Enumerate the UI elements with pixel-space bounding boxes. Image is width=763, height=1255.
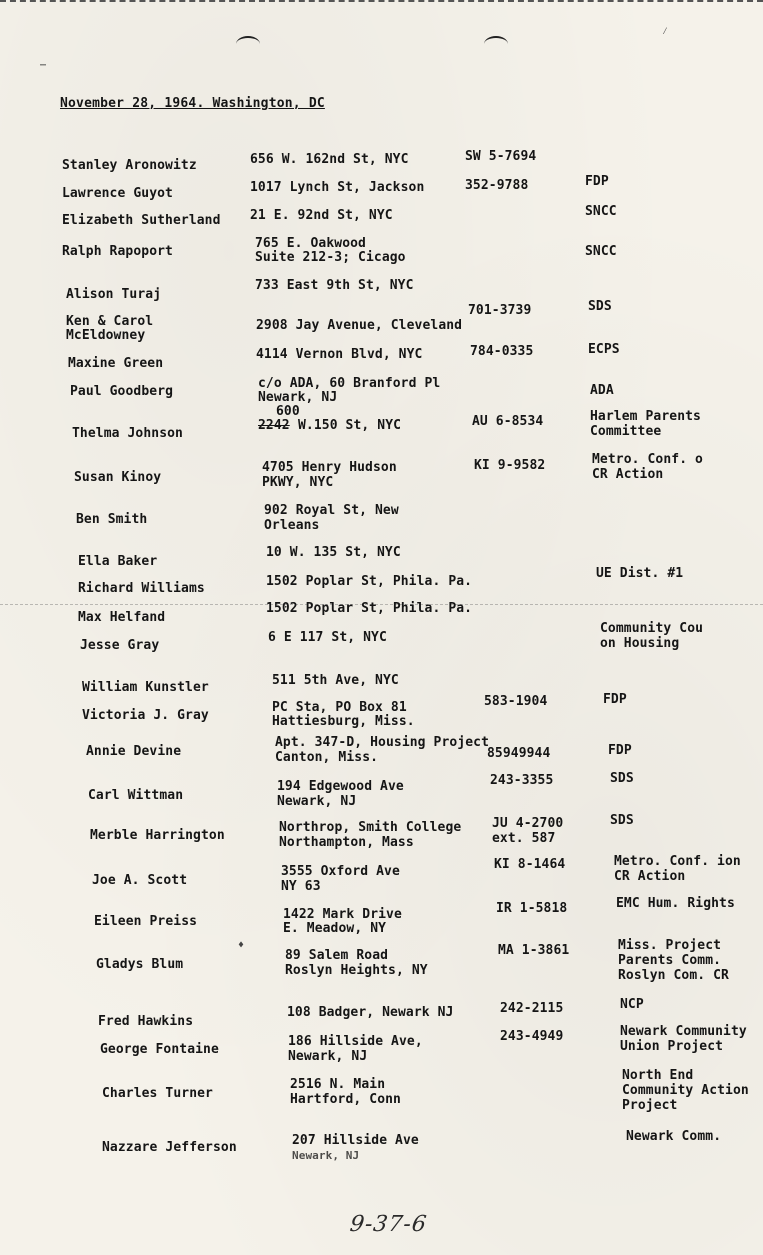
entry-address: 1422 Mark Drive xyxy=(283,907,402,922)
entry-org: Roslyn Com. CR xyxy=(618,968,729,983)
entry-name: Victoria J. Gray xyxy=(82,708,209,723)
scan-speck: ⁄ xyxy=(662,26,669,37)
entry-address: Northrop, Smith College xyxy=(279,820,462,835)
entry-name: Richard Williams xyxy=(78,581,205,596)
entry-org: SDS xyxy=(610,771,634,786)
entry-phone: JU 4-2700 xyxy=(492,816,564,831)
entry-org: FDP xyxy=(585,174,609,189)
entry-address: Newark, NJ xyxy=(258,390,338,405)
entry-name: Fred Hawkins xyxy=(98,1014,194,1029)
date-line: November 28, 1964. Washington, DC xyxy=(60,96,325,111)
entry-address: 4114 Vernon Blvd, NYC xyxy=(256,347,423,362)
entry-address: Newark, NJ xyxy=(277,794,357,809)
entry-org: Miss. Project xyxy=(618,938,722,953)
entry-org: Project xyxy=(622,1098,678,1113)
handwritten-file-number: 9-37-6 xyxy=(348,1212,429,1237)
entry-org: SDS xyxy=(610,813,634,828)
entry-address-struck: 2242 xyxy=(258,418,290,433)
entry-name: Lawrence Guyot xyxy=(62,186,173,201)
entry-name: Merble Harrington xyxy=(90,828,225,843)
entry-name: William Kunstler xyxy=(82,680,209,695)
entry-address: NY 63 xyxy=(281,879,321,894)
entry-name: Nazzare Jefferson xyxy=(102,1140,237,1155)
entry-org: SDS xyxy=(588,299,612,314)
entry-name: Maxine Green xyxy=(68,356,164,371)
entry-org: FDP xyxy=(603,692,627,707)
entry-phone: 243-4949 xyxy=(500,1029,564,1044)
entry-org: CR Action xyxy=(614,869,686,884)
entry-org: Parents Comm. xyxy=(618,953,722,968)
page-top-edge xyxy=(0,0,763,4)
entry-address: 21 E. 92nd St, NYC xyxy=(250,208,393,223)
entry-address: 1502 Poplar St, Phila. Pa. xyxy=(266,601,473,616)
entry-address: 656 W. 162nd St, NYC xyxy=(250,152,409,167)
entry-phone: 784-0335 xyxy=(470,344,534,359)
entry-phone: 583-1904 xyxy=(484,694,548,709)
entry-address: Hattiesburg, Miss. xyxy=(272,714,415,729)
entry-phone: ext. 587 xyxy=(492,831,556,846)
entry-address: 10 W. 135 St, NYC xyxy=(266,545,401,560)
entry-phone: KI 8-1464 xyxy=(494,857,566,872)
entry-address: 2908 Jay Avenue, Cleveland xyxy=(256,318,463,333)
punch-mark-left xyxy=(236,36,260,52)
entry-name: Thelma Johnson xyxy=(72,426,183,441)
entry-address: 733 East 9th St, NYC xyxy=(255,278,414,293)
entry-org: Committee xyxy=(590,424,662,439)
entry-phone: 352-9788 xyxy=(465,178,529,193)
entry-name: Eileen Preiss xyxy=(94,914,198,929)
entry-name: George Fontaine xyxy=(100,1042,219,1057)
entry-name: Stanley Aronowitz xyxy=(62,158,197,173)
entry-name: Jesse Gray xyxy=(80,638,160,653)
entry-name: Ralph Rapoport xyxy=(62,244,173,259)
entry-name: Susan Kinoy xyxy=(74,470,162,485)
entry-name-line-2: McEldowney xyxy=(66,328,146,343)
entry-org: Union Project xyxy=(620,1039,724,1054)
entry-address: Suite 212-3; Cicago xyxy=(255,250,406,265)
entry-phone: 242-2115 xyxy=(500,1001,564,1016)
scan-speck: ⋯ xyxy=(40,60,47,71)
entry-org: Newark Comm. xyxy=(626,1129,722,1144)
entry-address: Roslyn Heights, NY xyxy=(285,963,428,978)
entry-org: on Housing xyxy=(600,636,680,651)
scan-speck: ♦ xyxy=(238,940,245,951)
entry-org: CR Action xyxy=(592,467,664,482)
entry-name: Carl Wittman xyxy=(88,788,184,803)
entry-org: SNCC xyxy=(585,244,617,259)
entry-name: Ben Smith xyxy=(76,512,148,527)
entry-org: EMC Hum. Rights xyxy=(616,896,735,911)
entry-address-correction: 600 xyxy=(276,404,300,419)
entry-name: Gladys Blum xyxy=(96,957,184,972)
entry-phone: KI 9-9582 xyxy=(474,458,546,473)
entry-address: E. Meadow, NY xyxy=(283,921,387,936)
entry-name: Annie Devine xyxy=(86,744,182,759)
entry-address: 186 Hillside Ave, xyxy=(288,1034,423,1049)
entry-name: Joe A. Scott xyxy=(92,873,188,888)
entry-address: Newark, NJ xyxy=(288,1049,368,1064)
entry-org: Community Cou xyxy=(600,621,704,636)
entry-phone: 701-3739 xyxy=(468,303,532,318)
entry-org: UE Dist. #1 xyxy=(596,566,684,581)
entry-address: 1502 Poplar St, Phila. Pa. xyxy=(266,574,473,589)
entry-name: Ken & Carol xyxy=(66,314,154,329)
entry-name: Max Helfand xyxy=(78,610,166,625)
entry-phone: MA 1-3861 xyxy=(498,943,570,958)
entry-org: Metro. Conf. ion xyxy=(614,854,741,869)
entry-address: W.150 St, NYC xyxy=(298,418,402,433)
entry-name: Charles Turner xyxy=(102,1086,213,1101)
entry-name: Alison Turaj xyxy=(66,287,162,302)
punch-mark-right xyxy=(484,36,508,52)
entry-address: 1017 Lynch St, Jackson xyxy=(250,180,425,195)
entry-address: Apt. 347-D, Housing Project xyxy=(275,735,490,750)
entry-org: North End xyxy=(622,1068,694,1083)
entry-org: Community Action xyxy=(622,1083,749,1098)
entry-address: 3555 Oxford Ave xyxy=(281,864,400,879)
entry-address: 6 E 117 St, NYC xyxy=(268,630,387,645)
entry-address: Orleans xyxy=(264,518,320,533)
entry-phone: IR 1-5818 xyxy=(496,901,568,916)
entry-address: 4705 Henry Hudson xyxy=(262,460,397,475)
entry-org: NCP xyxy=(620,997,644,1012)
entry-phone: 243-3355 xyxy=(490,773,554,788)
entry-address: PC Sta, PO Box 81 xyxy=(272,700,407,715)
entry-address: PKWY, NYC xyxy=(262,475,334,490)
entry-name: Paul Goodberg xyxy=(70,384,174,399)
entry-org: Newark Community xyxy=(620,1024,747,1039)
entry-phone: 85949944 xyxy=(487,746,551,761)
entry-address: 89 Salem Road xyxy=(285,948,389,963)
entry-org: Harlem Parents xyxy=(590,409,701,424)
entry-org: FDP xyxy=(608,743,632,758)
entry-address: 765 E. Oakwood xyxy=(255,236,366,251)
entry-address: 194 Edgewood Ave xyxy=(277,779,404,794)
entry-org: SNCC xyxy=(585,204,617,219)
entry-phone: AU 6-8534 xyxy=(472,414,544,429)
entry-phone: SW 5-7694 xyxy=(465,149,537,164)
entry-address: Newark, NJ xyxy=(292,1149,360,1162)
entry-address: 511 5th Ave, NYC xyxy=(272,673,399,688)
entry-org: ECPS xyxy=(588,342,620,357)
entry-org: Metro. Conf. o xyxy=(592,452,703,467)
entry-name: Ella Baker xyxy=(78,554,158,569)
entry-address: 902 Royal St, New xyxy=(264,503,399,518)
entry-address: c/o ADA, 60 Branford Pl xyxy=(258,376,441,391)
entry-address: Canton, Miss. xyxy=(275,750,379,765)
entry-name: Elizabeth Sutherland xyxy=(62,213,221,228)
entry-address: 108 Badger, Newark NJ xyxy=(287,1005,454,1020)
entry-org: ADA xyxy=(590,383,614,398)
entry-address: Hartford, Conn xyxy=(290,1092,401,1107)
entry-address: Northampton, Mass xyxy=(279,835,414,850)
entry-address: 2516 N. Main xyxy=(290,1077,386,1092)
entry-address: 207 Hillside Ave xyxy=(292,1133,419,1148)
